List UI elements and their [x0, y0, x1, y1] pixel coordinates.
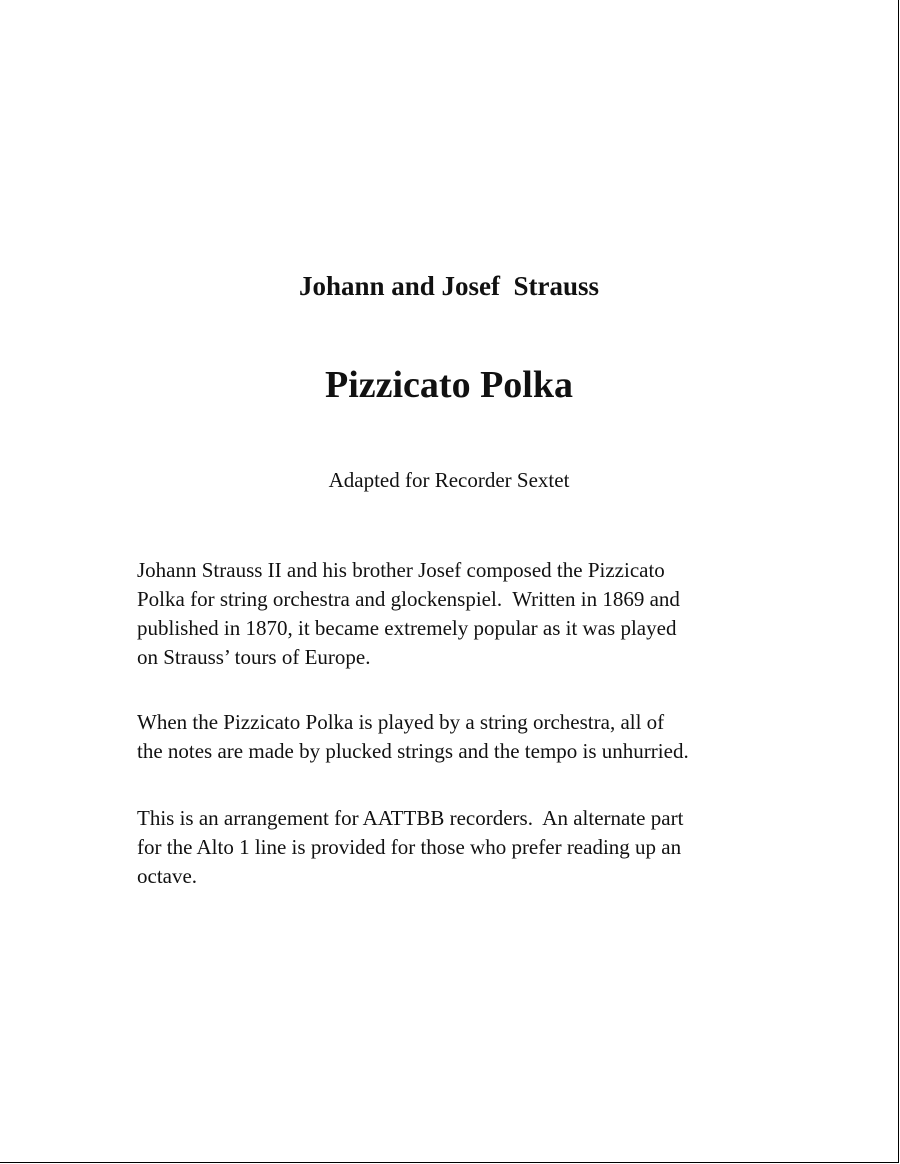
paragraph-line: Polka for string orchestra and glockenspiel. Written in 1869 and	[137, 587, 680, 611]
paragraph-line: the notes are made by plucked strings and the tempo is unhurried.	[137, 739, 689, 763]
composer-heading: Johann and Josef Strauss	[298, 271, 600, 301]
performance-paragraph	[137, 708, 777, 766]
subtitle: Adapted for Recorder Sextet	[328, 468, 570, 492]
paragraph-line: This is an arrangement for AATTBB recorders. An alternate part	[137, 806, 684, 830]
intro-paragraph	[137, 556, 777, 672]
arrangement-paragraph	[137, 804, 777, 891]
page-title: Pizzicato Polka	[325, 364, 573, 406]
paragraph-line: When the Pizzicato Polka is played by a string orchestra, all of	[137, 710, 665, 734]
paragraph-line: Johann Strauss II and his brother Josef composed the Pizzicato	[137, 558, 665, 582]
paragraph-line: octave.	[137, 864, 198, 888]
paragraph-line: published in 1870, it became extremely popular as it was played	[137, 616, 677, 640]
paragraph-line: for the Alto 1 line is provided for those who prefer reading up an	[137, 835, 682, 859]
paragraph-line: on Strauss’ tours of Europe.	[137, 645, 371, 669]
